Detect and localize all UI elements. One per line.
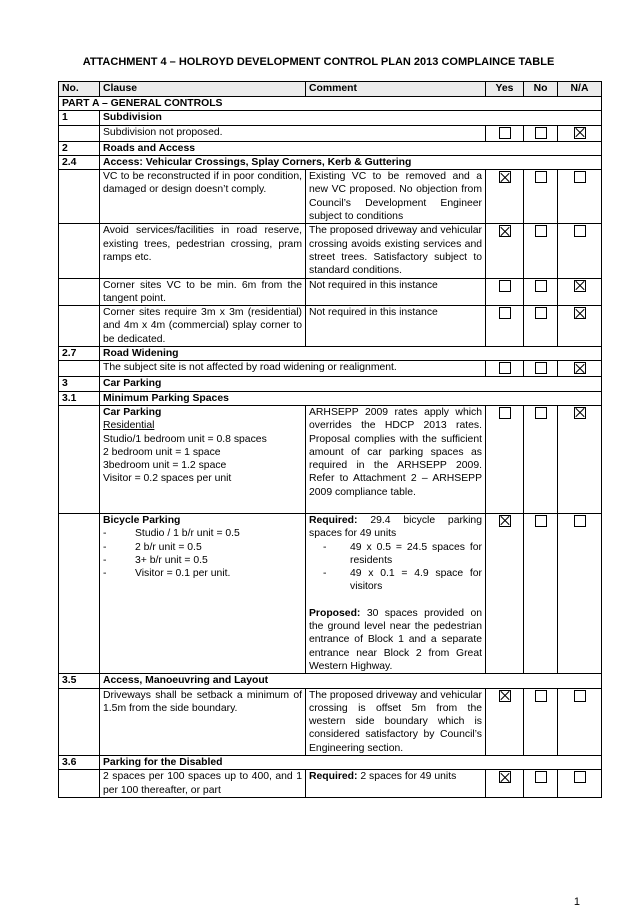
required-label: Required: <box>309 514 358 526</box>
yes-checkbox[interactable] <box>499 307 511 319</box>
no-checkbox[interactable] <box>535 407 547 419</box>
proposed-text: 30 spaces provided on the ground level near the pedestrian entrance of Block 1 and a separate entrance near Block 2 from Great Western Highway. <box>309 607 483 672</box>
disabled-parking-comment <box>306 770 486 798</box>
no-checkbox[interactable] <box>535 307 547 319</box>
table-row <box>59 770 602 798</box>
list-item: - 2 b/r unit = 0.5 <box>103 541 302 554</box>
bicycle-rate-list <box>103 527 302 580</box>
yes-checkbox[interactable] <box>499 407 511 419</box>
clause-text: VC to be reconstructed if in poor condition, damaged or design doesn’t comply. <box>100 170 306 224</box>
yes-checkbox-checked[interactable] <box>499 771 511 783</box>
bicycle-parking-clause <box>100 513 306 673</box>
header-comment: Comment <box>306 82 486 97</box>
no-checkbox[interactable] <box>535 280 547 292</box>
na-checkbox-checked[interactable] <box>574 307 586 319</box>
na-checkbox-checked[interactable] <box>574 280 586 292</box>
no-checkbox[interactable] <box>535 171 547 183</box>
na-checkbox[interactable] <box>574 771 586 783</box>
table-row <box>59 224 602 278</box>
section-title: Subdivision <box>100 111 602 125</box>
page-number: 1 <box>573 896 580 908</box>
no-checkbox[interactable] <box>535 225 547 237</box>
part-heading-row <box>59 97 602 111</box>
section-row <box>59 377 602 391</box>
table-row <box>59 278 602 306</box>
header-yes: Yes <box>486 82 524 97</box>
section-number: 3.5 <box>59 674 100 688</box>
no-checkbox[interactable] <box>535 690 547 702</box>
comment-text: Not required in this instance <box>306 306 486 347</box>
na-checkbox-checked[interactable] <box>574 127 586 139</box>
na-checkbox-checked[interactable] <box>574 362 586 374</box>
na-checkbox[interactable] <box>574 171 586 183</box>
no-checkbox[interactable] <box>535 127 547 139</box>
list-item: - Studio / 1 b/r unit = 0.5 <box>103 527 302 540</box>
section-row <box>59 391 602 405</box>
clause-text: The subject site is not affected by road widening or realignment. <box>100 361 486 377</box>
required-label: Required: <box>309 771 358 783</box>
car-parking-heading: Car Parking <box>103 406 162 418</box>
yes-checkbox-checked[interactable] <box>499 690 511 702</box>
part-a-heading: PART A – GENERAL CONTROLS <box>59 97 602 111</box>
proposed-label: Proposed: <box>309 607 361 619</box>
bicycle-parking-heading: Bicycle Parking <box>103 514 181 526</box>
yes-checkbox[interactable] <box>499 362 511 374</box>
section-number: 3.6 <box>59 755 100 769</box>
section-title: Access, Manoeuvring and Layout <box>100 674 602 688</box>
table-header-row <box>59 82 602 97</box>
na-checkbox[interactable] <box>574 515 586 527</box>
header-no-col: No <box>524 82 558 97</box>
na-checkbox[interactable] <box>574 690 586 702</box>
section-number: 2.4 <box>59 155 100 169</box>
section-title: Parking for the Disabled <box>100 755 602 769</box>
rate-line: Studio/1 bedroom unit = 0.8 spaces <box>103 433 267 445</box>
section-row <box>59 111 602 125</box>
page-title: ATTACHMENT 4 – HOLROYD DEVELOPMENT CONTROL PLAN 2013 COMPLAINCE TABLE <box>82 56 555 68</box>
section-title: Access: Vehicular Crossings, Splay Corners, Kerb & Guttering <box>100 155 602 169</box>
table-row <box>59 405 602 513</box>
header-clause: Clause <box>100 82 306 97</box>
rate-line: 2 bedroom unit = 1 space <box>103 446 221 458</box>
required-text: 2 spaces for 49 units <box>360 771 457 783</box>
yes-checkbox[interactable] <box>499 127 511 139</box>
clause-text: Corner sites require 3m x 3m (residential) and 4m x 4m (commercial) splay corner to be dedicated. <box>100 306 306 347</box>
comment-text: The proposed driveway and vehicular crossing is offset 5m from the western side boundary which is considered satisfactory by Council’s Engineering section. <box>306 688 486 755</box>
yes-checkbox-checked[interactable] <box>499 225 511 237</box>
header-na: N/A <box>558 82 602 97</box>
car-parking-clause <box>100 405 306 513</box>
section-title: Roads and Access <box>100 141 602 155</box>
section-number: 1 <box>59 111 100 125</box>
required-text: 29.4 bicycle parking spaces for 49 units <box>309 514 482 540</box>
rate-line: 3bedroom unit = 1.2 space <box>103 460 227 472</box>
table-row <box>59 361 602 377</box>
section-row <box>59 347 602 361</box>
list-item: - Visitor = 0.1 per unit. <box>103 567 302 580</box>
section-row <box>59 155 602 169</box>
residential-subheading: Residential <box>103 420 155 432</box>
clause-text: Avoid services/facilities in road reserve, existing trees, pedestrian crossing, pram ramps etc. <box>100 224 306 278</box>
section-number: 3.1 <box>59 391 100 405</box>
compliance-table <box>58 81 602 798</box>
rate-line: Visitor = 0.2 spaces per unit <box>103 473 232 485</box>
yes-checkbox-checked[interactable] <box>499 171 511 183</box>
clause-text: 2 spaces per 100 spaces up to 400, and 1 per 100 thereafter, or part <box>100 770 306 798</box>
table-row <box>59 170 602 224</box>
header-no: No. <box>59 82 100 97</box>
table-row <box>59 688 602 755</box>
clause-text: Driveways shall be setback a minimum of 1.5m from the side boundary. <box>100 688 306 755</box>
section-row <box>59 674 602 688</box>
list-item: - 3+ b/r unit = 0.5 <box>103 554 302 567</box>
no-checkbox[interactable] <box>535 515 547 527</box>
clause-text: Subdivision not proposed. <box>100 125 486 141</box>
section-title: Road Widening <box>100 347 602 361</box>
no-checkbox[interactable] <box>535 771 547 783</box>
section-title: Car Parking <box>100 377 602 391</box>
comment-text: Existing VC to be removed and a new VC proposed. No objection from Council’s Development Engineer subject to conditions <box>306 170 486 224</box>
table-row <box>59 513 602 673</box>
na-checkbox[interactable] <box>574 225 586 237</box>
clause-text: Corner sites VC to be min. 6m from the tangent point. <box>100 278 306 306</box>
yes-checkbox-checked[interactable] <box>499 515 511 527</box>
section-number: 2 <box>59 141 100 155</box>
bicycle-parking-comment <box>306 513 486 673</box>
section-title: Minimum Parking Spaces <box>100 391 602 405</box>
yes-checkbox[interactable] <box>499 280 511 292</box>
na-checkbox-checked[interactable] <box>574 407 586 419</box>
no-checkbox[interactable] <box>535 362 547 374</box>
table-row <box>59 306 602 347</box>
table-row <box>59 125 602 141</box>
section-row <box>59 755 602 769</box>
section-row <box>59 141 602 155</box>
list-item: - 49 x 0.5 = 24.5 spaces for residents <box>339 541 482 568</box>
section-number: 2.7 <box>59 347 100 361</box>
comment-text: ARHSEPP 2009 rates apply which overrides the HDCP 2013 rates. Proposal complies with the sufficient amount of car parking spaces as required in the ARHSEPP 2009. Refer to Attachment 2 – ARHSEPP 2009 compliance table. <box>306 405 486 513</box>
section-number: 3 <box>59 377 100 391</box>
required-breakdown-list <box>309 541 482 594</box>
list-item: - 49 x 0.1 = 4.9 space for visitors <box>339 567 482 594</box>
comment-text: Not required in this instance <box>306 278 486 306</box>
comment-text: The proposed driveway and vehicular crossing avoids existing services and street trees. Satisfactory subject to standard conditions. <box>306 224 486 278</box>
